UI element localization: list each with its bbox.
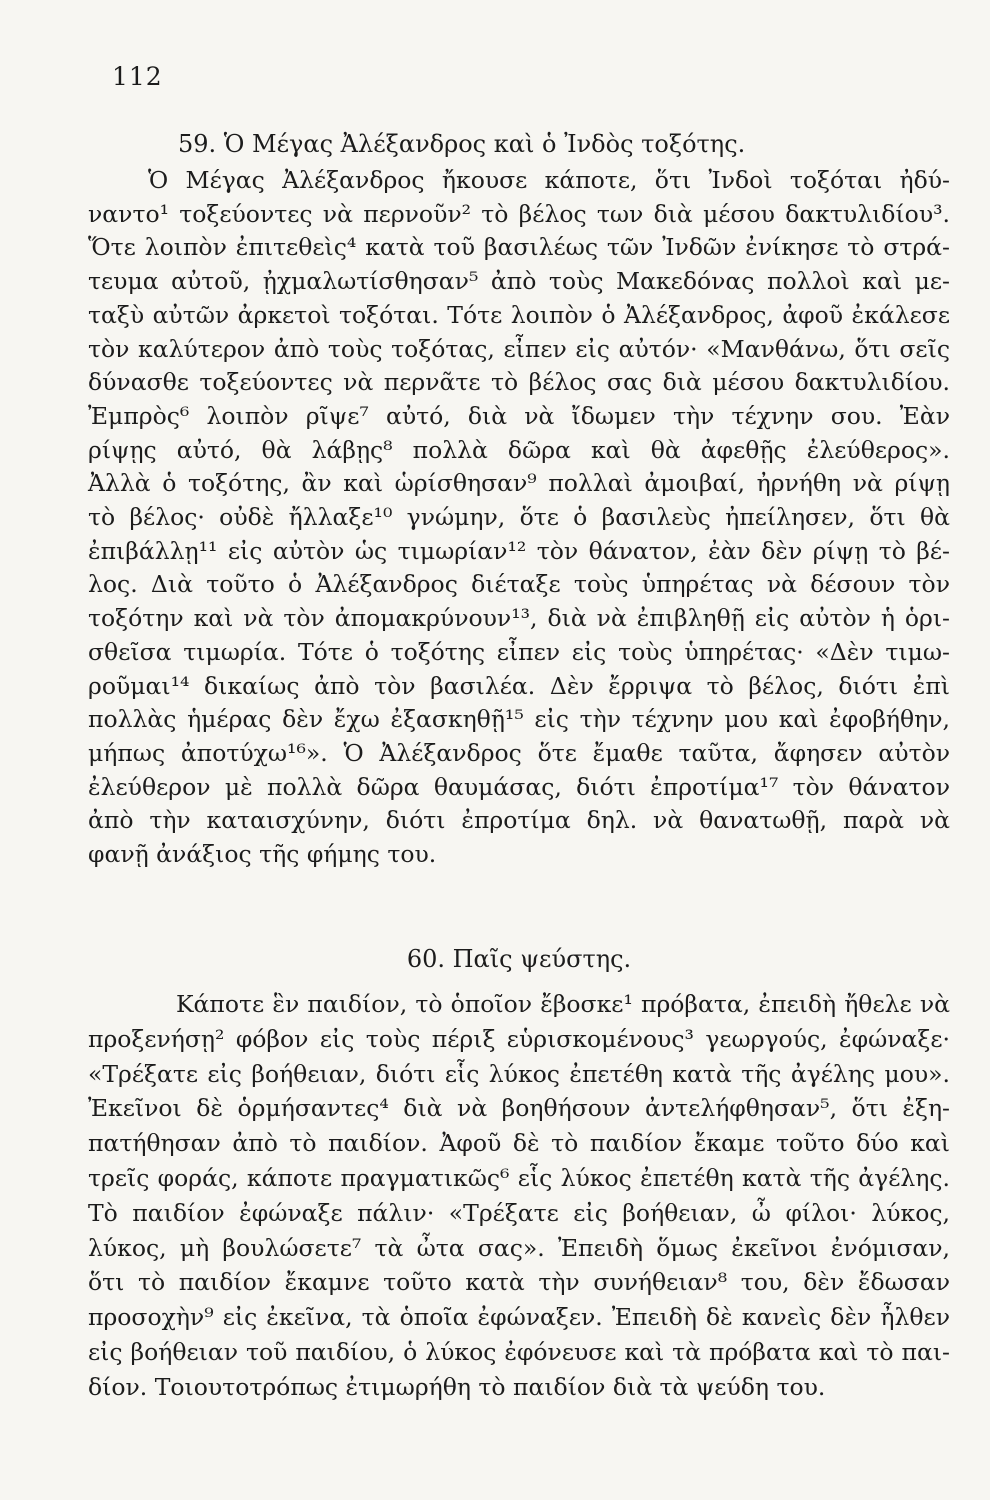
text-line: τευμα αὐτοῦ, ᾐχμαλωτίσθησαν⁵ ἀπὸ τοὺς Μακεδόνας πολλοὶ καὶ με- <box>88 267 950 296</box>
text-line: μήπως ἀποτύχω¹⁶». Ὁ Ἀλέξανδρος ὅτε ἔμαθε ταῦτα, ἄφησεν αὐτὸν <box>88 738 950 767</box>
text-line: ὅτι τὸ παιδίον ἔκαμνε τοῦτο κατὰ τὴν συνήθειαν⁸ του, δὲν ἔδωσαν <box>88 1268 950 1297</box>
story-59-title: 59. Ὁ Μέγας Ἀλέξανδρος καὶ ὁ Ἰνδὸς τοξότης. <box>178 130 746 158</box>
text-line: «Τρέξατε εἰς βοήθειαν, διότι εἷς λύκος ἐπετέθη κατὰ τῆς ἀγέλης μου». <box>88 1059 950 1088</box>
text-line: τρεῖς φοράς, κάποτε πραγματικῶς⁶ εἷς λύκος ἐπετέθη κατὰ τῆς ἀγέλης. <box>88 1163 950 1192</box>
text-line: Ὅτε λοιπὸν ἐπιτεθεὶς⁴ κατὰ τοῦ βασιλέως τῶν Ἰνδῶν ἐνίκησε τὸ στρά- <box>88 233 950 262</box>
text-line: τὸ βέλος· οὐδὲ ἤλλαξε¹⁰ γνώμην, ὅτε ὁ βασιλεὺς ἠπείλησεν, ὅτι θὰ <box>88 503 950 532</box>
text-line: φανῇ ἀνάξιος τῆς φήμης του. <box>88 840 437 869</box>
text-line: Κάποτε ἓν παιδίον, τὸ ὁποῖον ἔβοσκε¹ πρόβατα, ἐπειδὴ ἤθελε νὰ <box>176 990 950 1018</box>
text-line: λύκος, μὴ βουλώσετε⁷ τὰ ὦτα σας». Ἐπειδὴ ὅμως ἐκεῖνοι ἐνόμισαν, <box>88 1233 950 1262</box>
text-line: Ὁ Μέγας Ἀλέξανδρος ἤκουσε κάποτε, ὅτι Ἰνδοὶ τοξόται ἠδύ- <box>148 166 950 194</box>
text-line: ἐπιβάλλῃ¹¹ εἰς αὐτὸν ὡς τιμωρίαν¹² τὸν θάνατον, ἐὰν δὲν ρίψῃ τὸ βέ- <box>88 536 950 565</box>
text-line: προξενήσῃ² φόβον εἰς τοὺς πέριξ εὑρισκομένους³ γεωργούς, ἐφώναξε· <box>88 1024 950 1053</box>
text-line: ρίψῃς αὐτό, θὰ λάβῃς⁸ πολλὰ δῶρα καὶ θὰ ἀφεθῇς ἐλεύθερος». <box>88 435 950 464</box>
text-line: δύνασθε τοξεύοντες νὰ περνᾶτε τὸ βέλος σας διὰ μέσου δακτυλιδίου. <box>88 368 950 397</box>
text-line: Ἐμπρὸς⁶ λοιπὸν ρῖψε⁷ αὐτό, διὰ νὰ ἴδωμεν τὴν τέχνην σου. Ἐὰν <box>88 401 950 430</box>
text-line: ναντο¹ τοξεύοντες νὰ περνοῦν² τὸ βέλος των διὰ μέσου δακτυλιδίου³. <box>88 199 950 228</box>
text-line: Ἐκεῖνοι δὲ ὁρμήσαντες⁴ διὰ νὰ βοηθήσουν ἀντελήφθησαν⁵, ὅτι ἐξη- <box>88 1094 950 1123</box>
text-line: Τὸ παιδίον ἐφώναξε πάλιν· «Τρέξατε εἰς βοήθειαν, ὦ φίλοι· λύκος, <box>88 1198 950 1227</box>
text-line: λος. Διὰ τοῦτο ὁ Ἀλέξανδρος διέταξε τοὺς ὑπηρέτας νὰ δέσουν τὸν <box>88 570 950 599</box>
text-line: προσοχὴν⁹ εἰς ἐκεῖνα, τὰ ὁποῖα ἐφώναξεν. Ἐπειδὴ δὲ κανεὶς δὲν ἦλθεν <box>88 1303 950 1332</box>
text-line: ταξὺ αὐτῶν ἀρκετοὶ τοξόται. Τότε λοιπὸν ὁ Ἀλέξανδρος, ἀφοῦ ἐκάλεσε <box>88 300 950 329</box>
story-60 <box>88 939 950 1405</box>
text-line: τὸν καλύτερον ἀπὸ τοὺς τοξότας, εἶπεν εἰς αὐτόν· «Μανθάνω, ὅτι σεῖς <box>88 334 950 363</box>
text-line: ἀπὸ τὴν καταισχύνην, διότι ἐπροτίμα δηλ. νὰ θανατωθῇ, παρὰ νὰ <box>88 806 950 835</box>
page-number: 112 <box>112 62 163 91</box>
text-line: σθεῖσα τιμωρία. Τότε ὁ τοξότης εἶπεν εἰς τοὺς ὑπηρέτας· «Δὲν τιμω- <box>88 637 950 666</box>
text-line: δίον. Τοιουτοτρόπως ἐτιμωρήθη τὸ παιδίον διὰ τὰ ψεύδη του. <box>88 1372 826 1401</box>
text-line: πατήθησαν ἀπὸ τὸ παιδίον. Ἀφοῦ δὲ τὸ παιδίον ἔκαμε τοῦτο δύο καὶ <box>88 1129 950 1158</box>
text-line: πολλὰς ἡμέρας δὲν ἔχω ἐξασκηθῇ¹⁵ εἰς τὴν τέχνην μου καὶ ἐφοβήθην, <box>88 705 950 734</box>
story-60-title: 60. Παῖς ψεύστης. <box>406 945 632 973</box>
text-line: τοξότην καὶ νὰ τὸν ἀπομακρύνουν¹³, διὰ νὰ ἐπιβληθῇ εἰς αὐτὸν ἡ ὁρι- <box>88 604 950 633</box>
text-line: ἐλεύθερον μὲ πολλὰ δῶρα θαυμάσας, διότι ἐπροτίμα¹⁷ τὸν θάνατον <box>88 772 950 801</box>
story-59 <box>88 124 950 872</box>
text-line: ροῦμαι¹⁴ δικαίως ἀπὸ τὸν βασιλέα. Δὲν ἔρριψα τὸ βέλος, διότι ἐπὶ <box>88 671 950 700</box>
text-line: εἰς βοήθειαν τοῦ παιδίου, ὁ λύκος ἐφόνευσε καὶ τὰ πρόβατα καὶ τὸ παι- <box>88 1337 950 1366</box>
text-line: Ἀλλὰ ὁ τοξότης, ἂν καὶ ὡρίσθησαν⁹ πολλαὶ ἀμοιβαί, ἠρνήθη νὰ ρίψῃ <box>88 469 950 498</box>
